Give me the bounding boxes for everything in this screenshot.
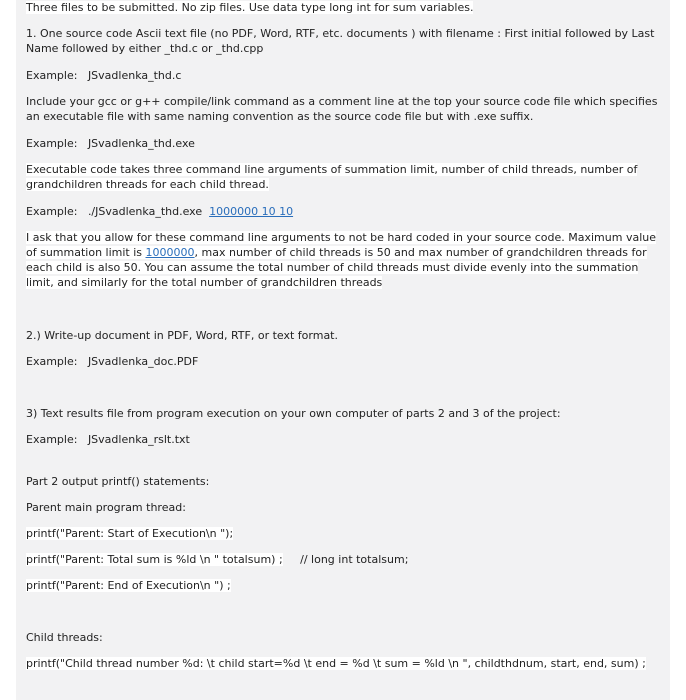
item1-example: Example: JSvadlenka_thd.c	[26, 69, 182, 82]
item2-example: Example: JSvadlenka_doc.PDF	[26, 355, 199, 368]
item2-text: 2.) Write-up document in PDF, Word, RTF, or text format.	[26, 329, 338, 342]
item1-text: 1. One source code Ascii text file (no PDF, Word, RTF, etc. documents ) with filename : First initial followed by Last Name followed by either _thd.c or _thd.cpp	[26, 27, 655, 55]
compile-text: Include your gcc or g++ compile/link command as a comment line at the top your source code file which specifies an executable file with same naming convention as the source code file but with .exe suffix.	[26, 95, 658, 123]
compile-example: Example: JSvadlenka_thd.exe	[26, 137, 195, 150]
exec-text: Executable code takes three command line arguments of summation limit, number of child threads, number of grandchildren threads for each child thread.	[26, 163, 638, 191]
item3-example: Example: JSvadlenka_rslt.txt	[26, 433, 190, 446]
child-heading: Child threads:	[26, 631, 103, 644]
item3-text: 3) Text results file from program execution on your own computer of parts 2 and 3 of the project:	[26, 407, 561, 420]
part2-heading: Part 2 output printf() statements:	[26, 475, 210, 488]
intro-text: Three files to be submitted. No zip files. Use data type long int for sum variables.	[26, 1, 474, 14]
parent-heading: Parent main program thread:	[26, 501, 186, 514]
printf-start: printf("Parent: Start of Execution\n ");	[26, 527, 234, 540]
printf-end: printf("Parent: End of Execution\n ") ;	[26, 579, 231, 592]
printf-child: printf("Child thread number %d: \t child start=%d \t end = %d \t sum = %ld \n ", childthdnum, start, end, sum) ;	[26, 657, 646, 670]
exec-example: Example: ./JSvadlenka_thd.exe 1000000 10 10	[26, 205, 294, 218]
document-page	[16, 0, 670, 700]
summation-limit-link[interactable]: 1000000	[145, 246, 195, 259]
example-args-link[interactable]: 1000000 10 10	[209, 205, 294, 218]
printf-total: printf("Parent: Total sum is %ld \n " totalsum) ; // long int totalsum;	[26, 553, 409, 566]
limits-text: I ask that you allow for these command line arguments to not be hard coded in your source code. Maximum value of summation limit is 1000000, max number of child threads is 50 and max number of grandchildren threads for each child is also 50. You can assume the total number of child threads must divide evenly into the summation limit, and similarly for the total number of grandchildren threads	[26, 231, 657, 289]
